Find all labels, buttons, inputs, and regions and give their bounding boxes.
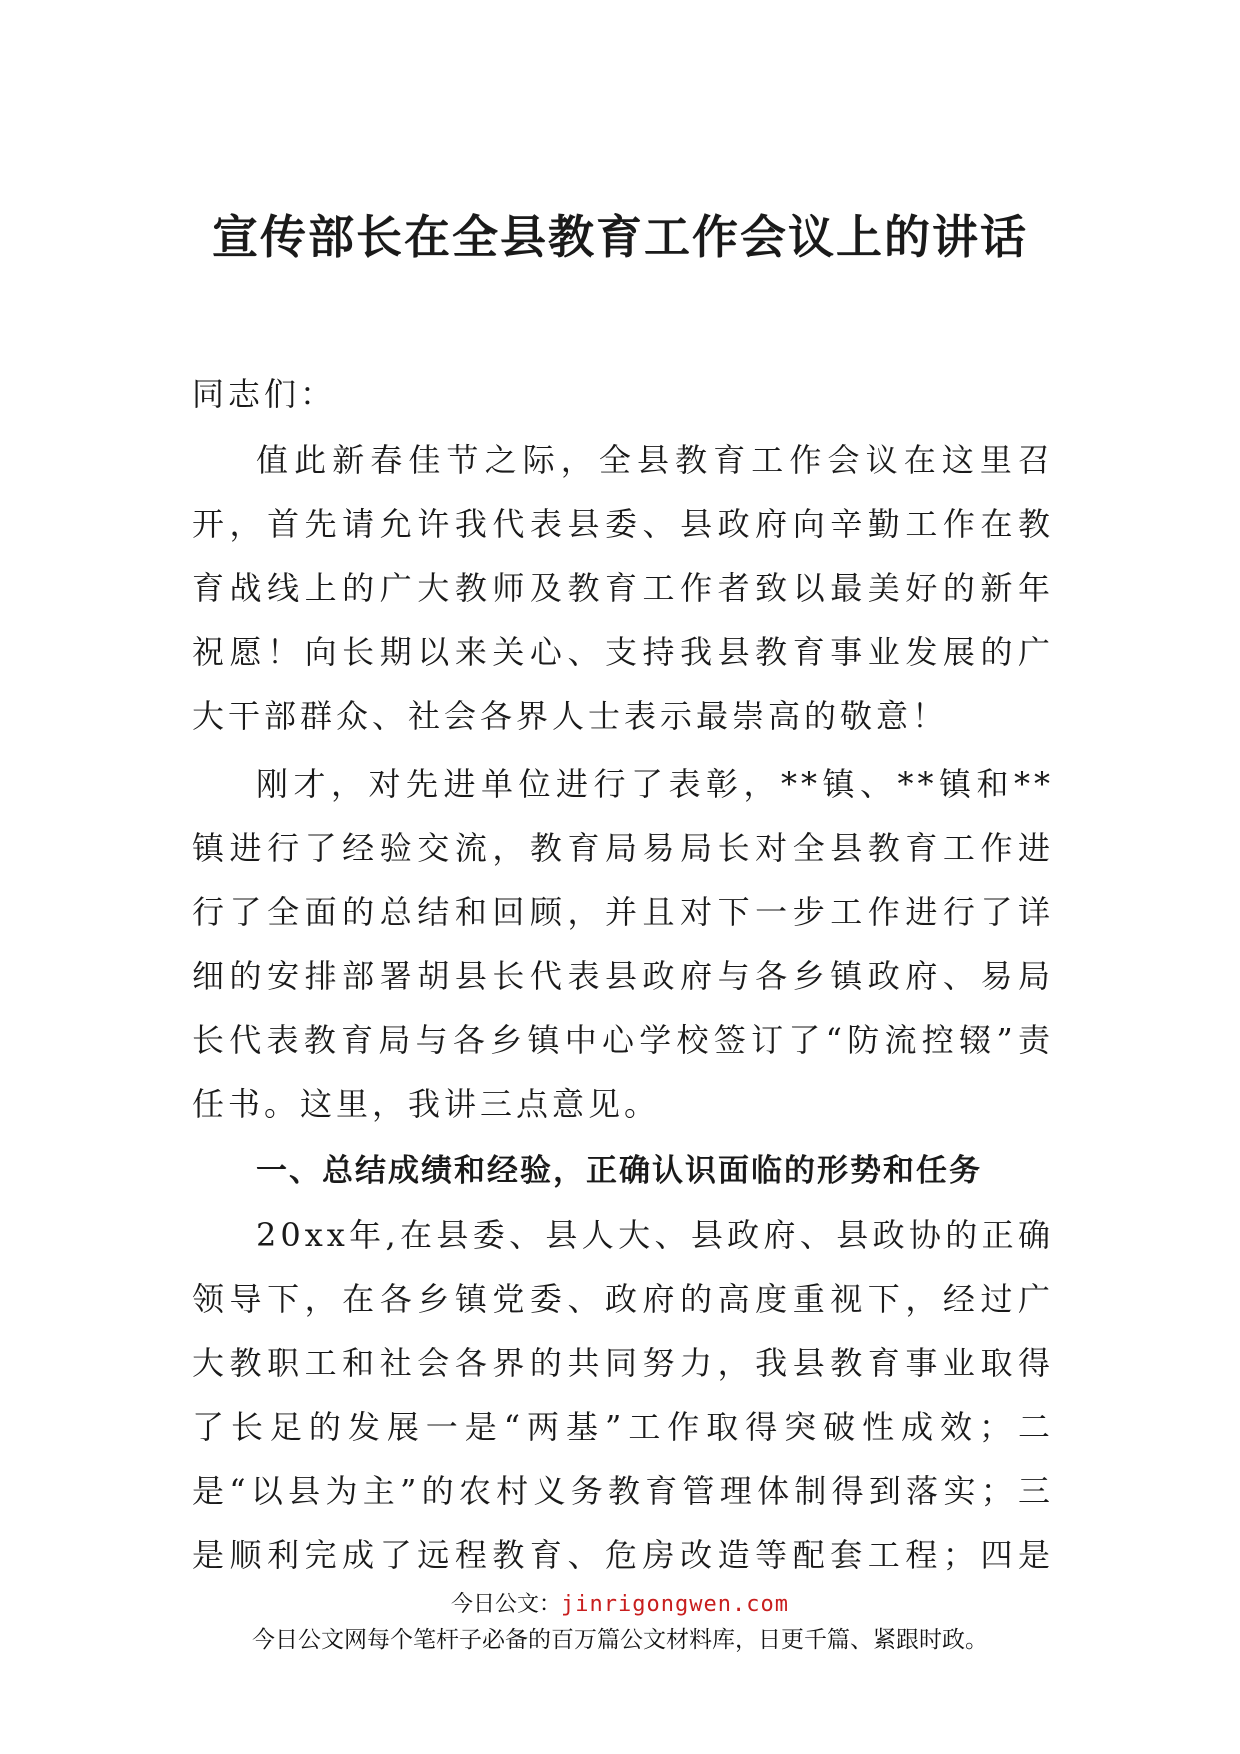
footer-source bbox=[0, 1588, 1240, 1622]
section-heading: 一、总结成绩和经验，正确认识面临的形势和任务 bbox=[256, 1153, 982, 1189]
paragraph-1: 值此新春佳节之际，全县教育工作会议在这里召开，首先请允许我代表县委、县政府向辛勤工作在教育战线上的广大教师及教育工作者致以最美好的新年祝愿！向长期以来关心、支持我县教育事业发展的广大干部群众、社会各界人士表示最崇高的敬意！ bbox=[192, 441, 1054, 735]
paragraph-2: 刚才，对先进单位进行了表彰，**镇、**镇和**镇进行了经验交流，教育局易局长对全县教育工作进行了全面的总结和回顾，并且对下一步工作进行了详细的安排部署胡县长代表县政府与各乡镇政府、易局长代表教育局与各乡镇中心学校签订了“防流控辍”责任书。这里，我讲三点意见。 bbox=[192, 765, 1054, 1123]
document-title: 宣传部长在全县教育工作会议上的讲话 bbox=[212, 210, 1028, 264]
section-paragraph: 20xx年,在县委、县人大、县政府、县政协的正确领导下，在各乡镇党委、政府的高度重视下，经过广大教职工和社会各界的共同努力，我县教育事业取得了长足的发展一是“两基”工作取得突破性成效；二是“以县为主”的农村义务教育管理体制得到落实；三是顺利完成了远程教育、危房改造等配套工程；四是 bbox=[192, 1216, 1054, 1574]
footer-site-link[interactable]: jinrigongwen.com bbox=[561, 1592, 789, 1617]
greeting: 同志们： bbox=[192, 375, 337, 413]
footer-slogan: 今日公文网每个笔杆子必备的百万篇公文材料库，日更千篇、紧跟时政。 bbox=[252, 1627, 988, 1653]
footer-label: 今日公文： bbox=[451, 1592, 562, 1617]
